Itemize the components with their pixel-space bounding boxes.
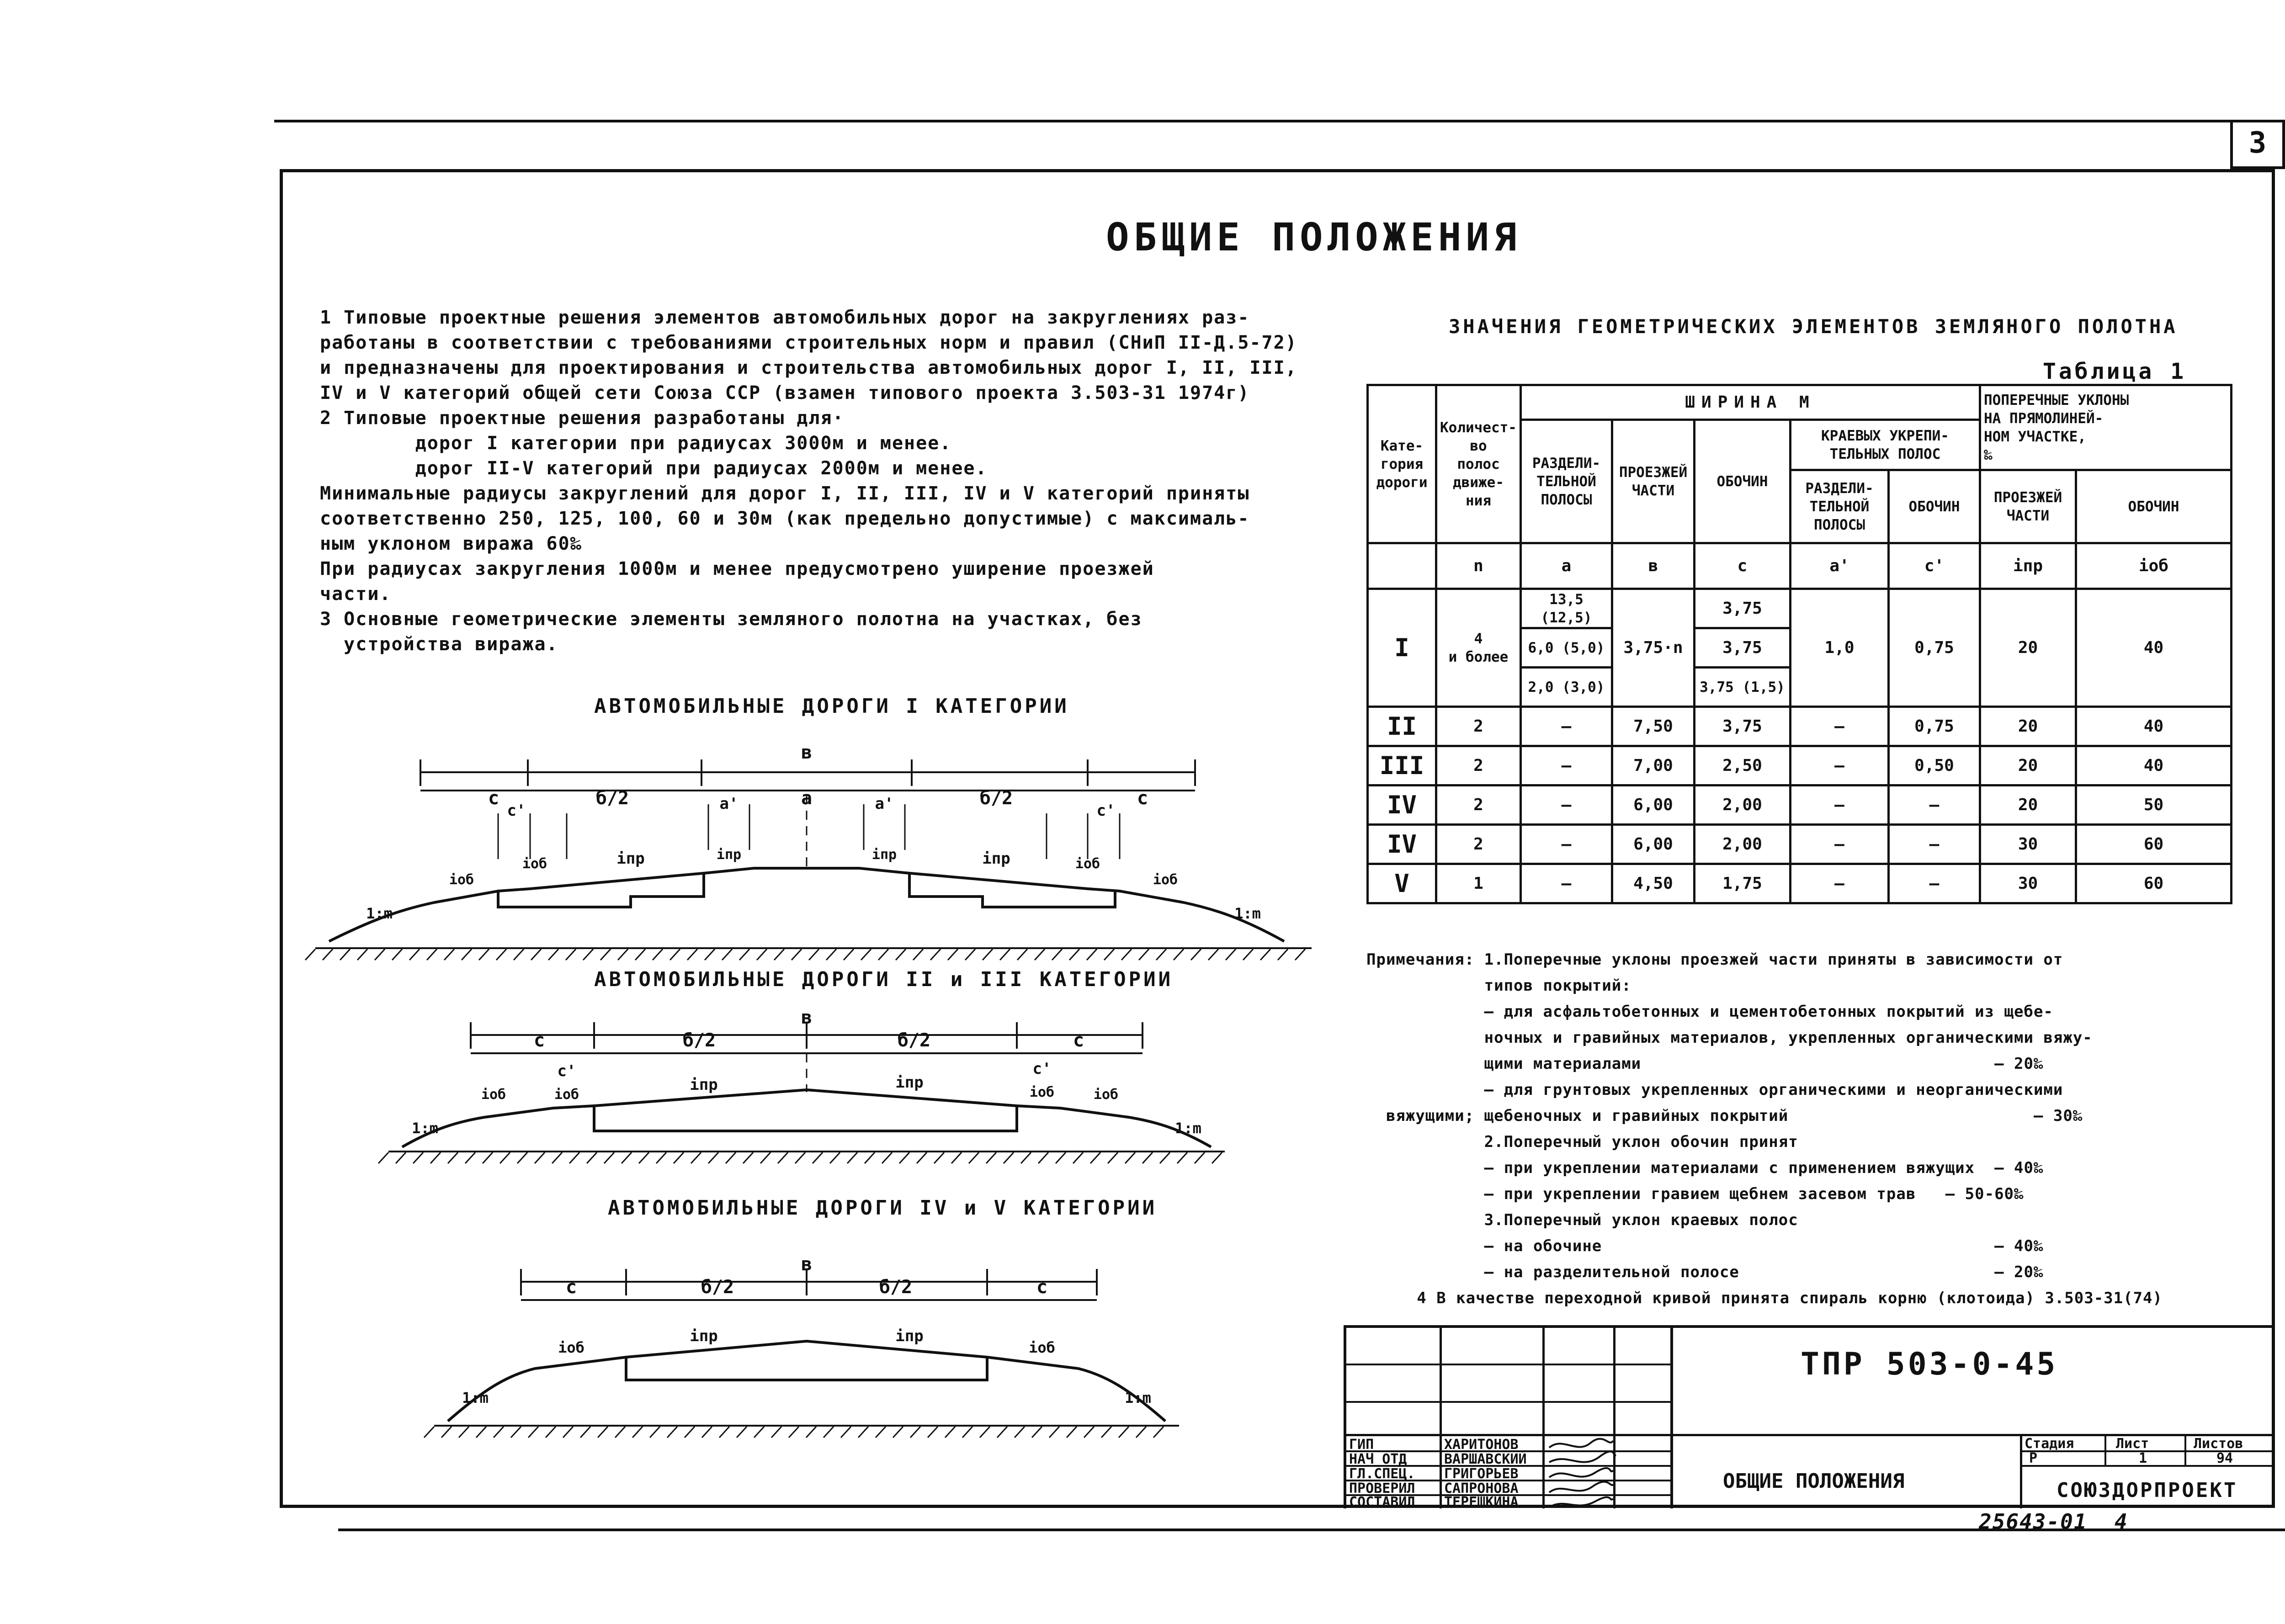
cell-i-ob: 60 [2076, 825, 2232, 864]
section-heading-cat23: АВТОМОБИЛЬНЫЕ ДОРОГИ II и III КАТЕГОРИИ [594, 968, 1174, 991]
stamp-role-5: СОСТАВИЛ [1349, 1494, 1415, 1510]
cell-carriage: 6,00 [1612, 785, 1695, 825]
note-line: щими материалами — 20‰ [1366, 1055, 2044, 1073]
cell-edge-div: — [1791, 746, 1889, 785]
dimension-label: с' [1096, 801, 1116, 820]
title-block [1344, 1325, 2274, 1508]
cell-cat: II [1368, 707, 1436, 746]
stamp-role-4: ПРОВЕРИЛ [1349, 1481, 1415, 1497]
stamp-name-2: ВАРШАВСКИЙ [1444, 1451, 1527, 1467]
section-heading-cat45: АВТОМОБИЛЬНЫЕ ДОРОГИ IV и V КАТЕГОРИИ [608, 1196, 1158, 1220]
cat1-divider-3: 2,0 (3,0) [1521, 668, 1612, 707]
cell-shoulder: 2,50 [1695, 746, 1791, 785]
intro-line: 3 Основные геометрические элементы земляного полотна на участках, без [320, 609, 1142, 630]
cell-edge-sh: — [1889, 785, 1980, 825]
table-row [1368, 825, 2232, 864]
cell-lanes: 2 [1436, 825, 1521, 864]
cell-edge-div: — [1791, 785, 1889, 825]
intro-line: работаны в соответствии с требованиями строительных норм и правил (СНиП II-Д.5-72) [320, 332, 1297, 353]
dimension-label: б/2 [595, 788, 629, 809]
note-line: 3.Поперечный уклон краевых полос [1366, 1211, 1798, 1229]
note-line: — при укреплении материалами с применением вяжущих — 40‰ [1366, 1159, 2044, 1177]
cell-shoulder: 2,00 [1695, 825, 1791, 864]
dimension-label: iпр [895, 1327, 924, 1345]
dimension-label: 1:m [1175, 1120, 1201, 1137]
cell-i-pr: 30 [1980, 825, 2076, 864]
sym-ipr: iпр [1980, 543, 2076, 589]
cell-edge-sh: — [1889, 864, 1980, 903]
dimension-label: iпр [716, 847, 742, 863]
cat1-edge-shoulder: 0,75 [1889, 589, 1980, 707]
dimension-label: с [565, 1277, 577, 1298]
width-label: в [801, 1007, 813, 1028]
stamp-sheet-header: Лист [2116, 1436, 2149, 1452]
cell-cat: IV [1368, 785, 1436, 825]
note-line: вяжущими; щебеночных и гравийных покрытий — 30‰ [1366, 1107, 2083, 1125]
dimension-label: iоб [1029, 1339, 1055, 1356]
intro-line: При радиусах закругления 1000м и менее предусмотрено уширение проезжей [320, 558, 1154, 579]
stamp-stage-header: Стадия [2025, 1436, 2074, 1452]
dimension-label: iпр [690, 1327, 718, 1345]
signatures-icon [1545, 1434, 1618, 1512]
dimension-label: iоб [522, 856, 547, 872]
dimension-label: iоб [1075, 856, 1100, 872]
dimension-label: iпр [982, 849, 1010, 868]
page-title: ОБЩИЕ ПОЛОЖЕНИЯ [1106, 215, 1521, 260]
cell-divider: — [1521, 825, 1612, 864]
cell-carriage: 7,00 [1612, 746, 1695, 785]
stamp-name-4: САПРОНОВА [1444, 1481, 1519, 1497]
cell-i-ob: 50 [2076, 785, 2232, 825]
sym-c1: с' [1889, 543, 1980, 589]
cat1-divider-1: 13,5 (12,5) [1521, 589, 1612, 628]
dimension-label: б/2 [979, 788, 1013, 809]
dimension-label: 1:m [1234, 905, 1261, 922]
cat1-carriage: 3,75·n [1612, 589, 1695, 707]
intro-line: части. [320, 584, 392, 605]
dimension-label: 1:m [366, 905, 393, 922]
sym-a1: а' [1791, 543, 1889, 589]
stamp-doc-title: ОБЩИЕ ПОЛОЖЕНИЯ [1723, 1470, 1905, 1493]
cat1-slope-shoulder: 40 [2076, 589, 2232, 707]
note-line: Примечания: 1.Поперечные уклоны проезжей части приняты в зависимости от [1366, 950, 2063, 969]
stamp-sheets-header: Листов [2194, 1436, 2243, 1452]
cell-shoulder: 3,75 [1695, 707, 1791, 746]
th-width: ШИРИНА М [1521, 385, 1980, 420]
stamp-code: ТПР 503-0-45 [1801, 1346, 2058, 1382]
cell-i-pr: 20 [1980, 785, 2076, 825]
th-shoulder: ОБОЧИН [1695, 420, 1791, 543]
cell-divider: — [1521, 864, 1612, 903]
dimension-label: с' [1032, 1060, 1052, 1078]
dimension-label: а' [719, 795, 739, 813]
dimension-label: iпр [690, 1076, 718, 1094]
cell-carriage: 6,00 [1612, 825, 1695, 864]
stamp-name-1: ХАРИТОНОВ [1444, 1437, 1519, 1453]
cat1-shoulder-2: 3,75 [1695, 628, 1791, 668]
cell-edge-div: — [1791, 825, 1889, 864]
dimension-label: с' [557, 1062, 576, 1080]
dimension-label: 1:m [462, 1389, 489, 1406]
stamp-role-2: НАЧ ОТД [1349, 1451, 1407, 1467]
cell-edge-div: — [1791, 864, 1889, 903]
width-label: в [801, 742, 813, 763]
cell-edge-sh: 0,50 [1889, 746, 1980, 785]
cell-shoulder: 1,75 [1695, 864, 1791, 903]
th-slope-carriage: ПРОЕЗЖЕЙ ЧАСТИ [1980, 470, 2076, 543]
dimension-label: 1:m [412, 1120, 438, 1137]
th-slope-shoulder: ОБОЧИН [2076, 470, 2232, 543]
dimension-label: с [1137, 788, 1148, 809]
section-heading-cat1: АВТОМОБИЛЬНЫЕ ДОРОГИ I КАТЕГОРИИ [594, 695, 1069, 718]
cat1-shoulder-1: 3,75 [1695, 589, 1791, 628]
sym-b: в [1612, 543, 1695, 589]
cat1-slope-carriage: 20 [1980, 589, 2076, 707]
cell-i-pr: 20 [1980, 746, 2076, 785]
stamp-name-3: ГРИГОРЬЕВ [1444, 1466, 1519, 1482]
cell-i-pr: 30 [1980, 864, 2076, 903]
sym-a: а [1521, 543, 1612, 589]
intro-line: Минимальные радиусы закруглений для дорог I, II, III, IV и V категорий приняты [320, 483, 1250, 504]
cat1-category: I [1368, 589, 1436, 707]
cell-lanes: 2 [1436, 785, 1521, 825]
stamp-sheet: 1 [2139, 1450, 2147, 1466]
dimension-label: iоб [481, 1087, 506, 1103]
dimension-label: с [1073, 1030, 1084, 1051]
dimension-label: с' [507, 801, 526, 820]
sym-c: с [1695, 543, 1791, 589]
cell-i-pr: 20 [1980, 707, 2076, 746]
stamp-sheets: 94 [2216, 1450, 2233, 1466]
dimension-label: а [801, 788, 813, 809]
cat1-lanes: 4 и более [1436, 589, 1521, 707]
th-slopes: ПОПЕРЕЧНЫЕ УКЛОНЫ НА ПРЯМОЛИНЕЙ- НОМ УЧАСТКЕ, ‰ [1980, 385, 2232, 470]
inventory-number: 25643-01 4 [1979, 1509, 2128, 1534]
geometry-table [1366, 384, 2232, 904]
cell-cat: V [1368, 864, 1436, 903]
dimension-label: 1:m [1125, 1389, 1151, 1406]
th-category: Кате- гория дороги [1368, 385, 1436, 543]
dimension-label: с [488, 788, 500, 809]
stamp-org: СОЮЗДОРПРОЕКТ [2056, 1479, 2238, 1502]
cell-cat: III [1368, 746, 1436, 785]
stamp-stage: Р [2029, 1450, 2038, 1466]
cell-lanes: 2 [1436, 746, 1521, 785]
cell-shoulder: 2,00 [1695, 785, 1791, 825]
cell-carriage: 7,50 [1612, 707, 1695, 746]
intro-line: устройства виража. [320, 634, 558, 655]
dimension-label: б/2 [701, 1277, 734, 1298]
intro-line: 1 Типовые проектные решения элементов автомобильных дорог на закруглениях раз- [320, 307, 1250, 328]
cell-i-ob: 40 [2076, 746, 2232, 785]
cell-edge-sh: — [1889, 825, 1980, 864]
note-line: 2.Поперечный уклон обочин принят [1366, 1133, 1798, 1151]
note-line: — для асфальтобетонных и цементобетонных покрытий из щебе- [1366, 1003, 2053, 1021]
dimension-label: iпр [871, 847, 897, 863]
note-line: 4 В качестве переходной кривой принята спираль корню (клотоида) 3.503-31(74) [1348, 1289, 2163, 1307]
th-lanes: Количест- во полос движе- ния [1436, 385, 1521, 543]
cell-divider: — [1521, 785, 1612, 825]
cat1-divider-2: 6,0 (5,0) [1521, 628, 1612, 668]
note-line: — на разделительной полосе — 20‰ [1366, 1263, 2044, 1281]
table-row [1368, 707, 2232, 746]
cell-i-ob: 60 [2076, 864, 2232, 903]
dimension-label: iоб [449, 872, 474, 888]
dimension-label: с [1036, 1277, 1048, 1298]
intro-line: соответственно 250, 125, 100, 60 и 30м (как предельно допустимые) с максималь- [320, 508, 1250, 529]
th-carriage: ПРОЕЗЖЕЙ ЧАСТИ [1612, 420, 1695, 543]
table-row [1368, 746, 2232, 785]
dimension-label: iпр [616, 849, 645, 868]
cell-divider: — [1521, 746, 1612, 785]
dimension-label: б/2 [879, 1277, 913, 1298]
dimension-label: iоб [1153, 872, 1178, 888]
intro-line: 2 Типовые проектные решения разработаны для· [320, 408, 845, 429]
cell-cat: IV [1368, 825, 1436, 864]
cell-divider: — [1521, 707, 1612, 746]
note-line: — для грунтовых укрепленных органическими и неорганическими [1366, 1081, 2063, 1099]
table-row [1368, 864, 2232, 903]
cat1-shoulder-3: 3,75 (1,5) [1695, 668, 1791, 707]
dimension-label: а' [875, 795, 894, 813]
intro-line: и предназначены для проектирования и строительства автомобильных дорог I, II, III, [320, 357, 1297, 378]
dimension-label: iоб [558, 1339, 585, 1356]
intro-line: дорог I категории при радиусах 3000м и менее. [320, 433, 952, 454]
dimension-label: iоб [1029, 1084, 1055, 1100]
note-line: типов покрытий: [1366, 977, 1631, 995]
stamp-name-5: ТЕРЕШКИНА [1444, 1494, 1519, 1510]
th-edge: КРАЕВЫХ УКРЕПИ- ТЕЛЬНЫХ ПОЛОС [1791, 420, 1980, 470]
cat1-edge-divider: 1,0 [1791, 589, 1889, 707]
th-edge-shoulder: ОБОЧИН [1889, 470, 1980, 543]
sym-n: n [1436, 543, 1521, 589]
dimension-label: iоб [1093, 1087, 1119, 1103]
dimension-label: iпр [895, 1073, 924, 1092]
intro-line: ным уклоном виража 60‰ [320, 533, 582, 554]
cell-lanes: 1 [1436, 864, 1521, 903]
th-divider: РАЗДЕЛИ- ТЕЛЬНОЙ ПОЛОСЫ [1521, 420, 1612, 543]
note-line: — при укреплении гравием щебнем засевом трав — 50-60‰ [1366, 1185, 2024, 1203]
cell-i-ob: 40 [2076, 707, 2232, 746]
sheet-top-rule [274, 120, 2285, 122]
dimension-label: iоб [554, 1087, 579, 1103]
dimension-label: с [533, 1030, 545, 1051]
table-row [1368, 785, 2232, 825]
cell-carriage: 4,50 [1612, 864, 1695, 903]
width-label: в [801, 1254, 813, 1275]
stamp-role-3: ГЛ.СПЕЦ. [1349, 1466, 1415, 1482]
cell-edge-sh: 0,75 [1889, 707, 1980, 746]
cell-edge-div: — [1791, 707, 1889, 746]
note-line: — на обочине — 40‰ [1366, 1237, 2044, 1255]
sym-iob: iоб [2076, 543, 2232, 589]
stamp-role-1: ГИП [1349, 1437, 1374, 1453]
intro-line: IV и V категорий общей сети Союза ССР (взамен типового проекта 3.503-31 1974г) [320, 382, 1250, 403]
intro-line: дорог II-V категорий при радиусах 2000м и менее. [320, 458, 988, 479]
dimension-label: б/2 [897, 1030, 931, 1051]
table-caption: Таблица 1 [2043, 359, 2187, 384]
cell-lanes: 2 [1436, 707, 1521, 746]
th-edge-divider: РАЗДЕЛИ- ТЕЛЬНОЙ ПОЛОСЫ [1791, 470, 1889, 543]
dimension-label: б/2 [682, 1030, 716, 1051]
table-heading: ЗНАЧЕНИЯ ГЕОМЕТРИЧЕСКИХ ЭЛЕМЕНТОВ ЗЕМЛЯНОГО ПОЛОТНА [1449, 315, 2178, 338]
page-number: 3 [2230, 120, 2285, 169]
note-line: ночных и гравийных материалов, укрепленных органическими вяжу- [1366, 1029, 2093, 1047]
